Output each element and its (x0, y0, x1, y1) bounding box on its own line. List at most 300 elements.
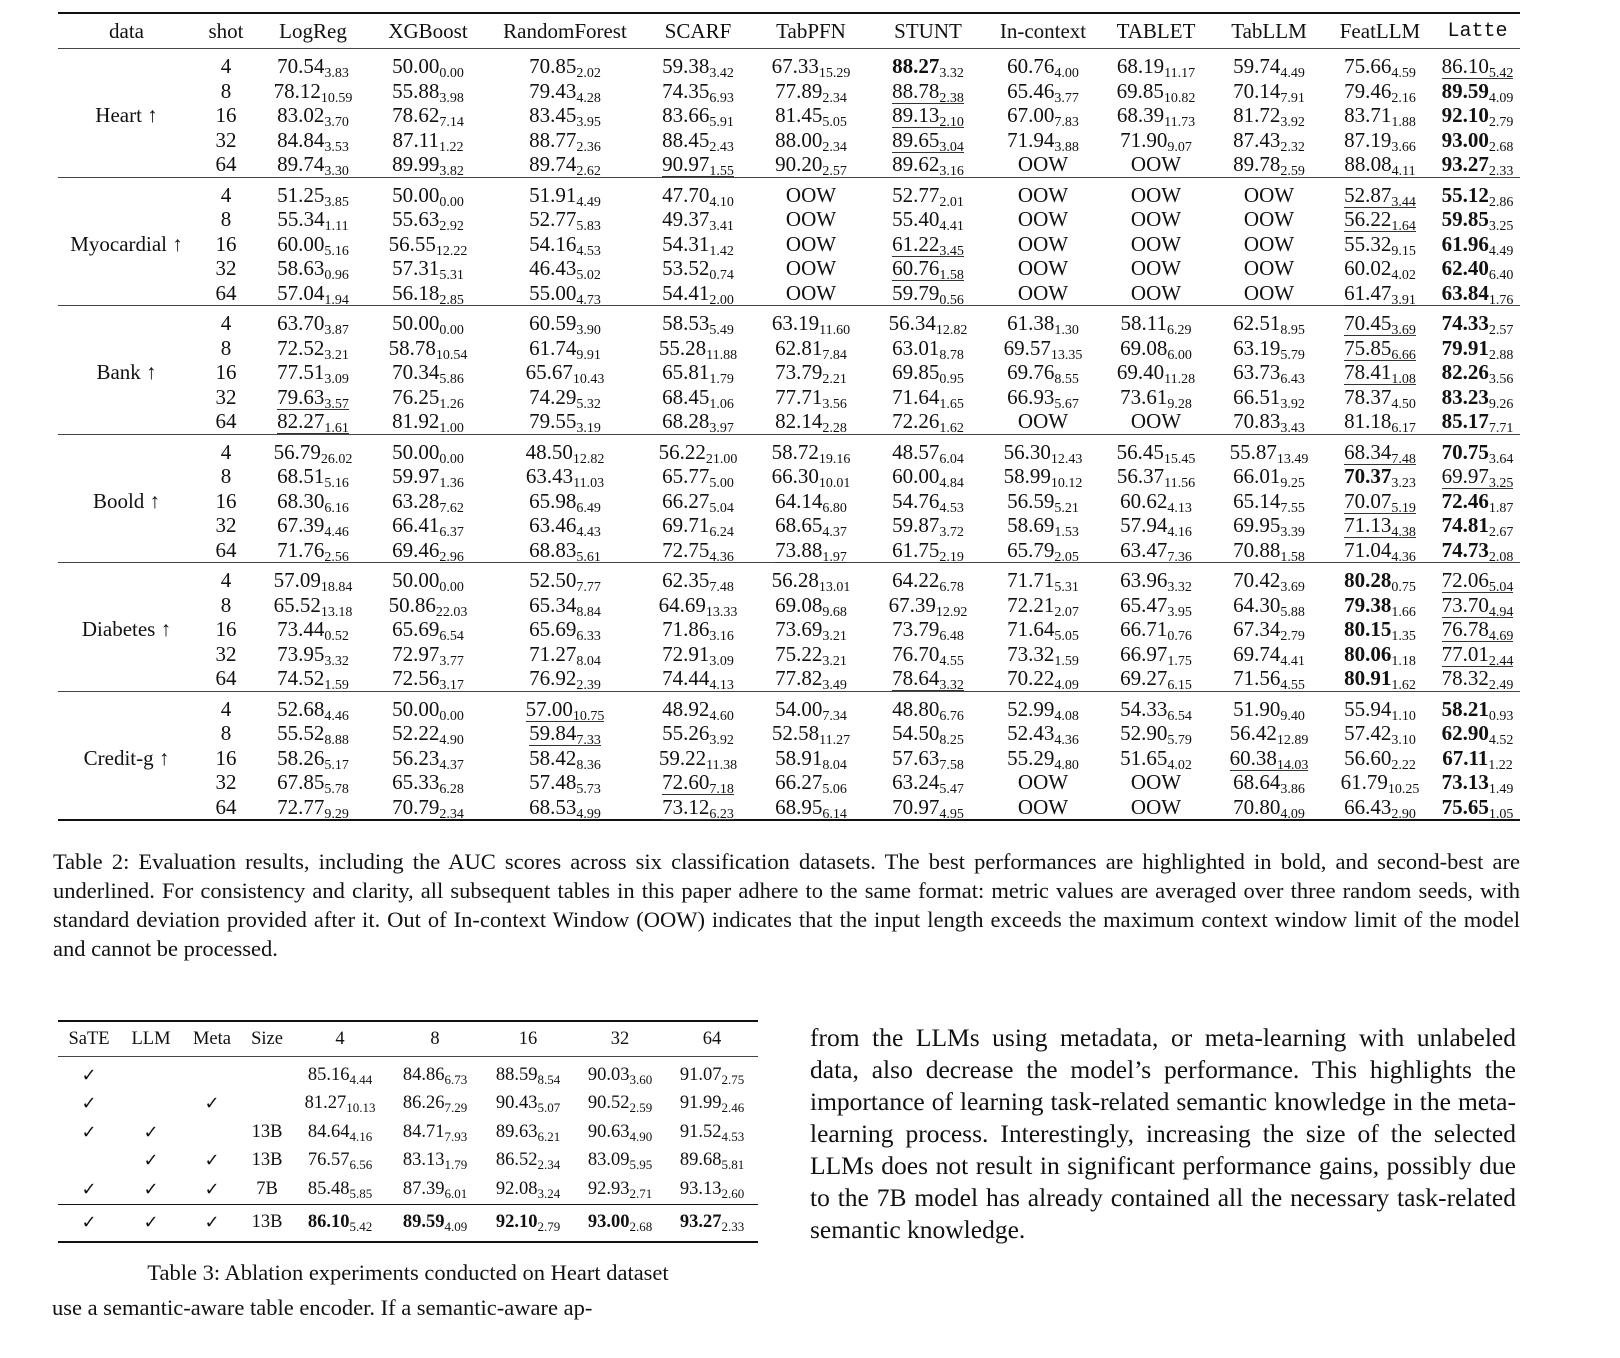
score-mean: 71.64 (892, 384, 940, 409)
column-header-featllm: FeatLLM (1339, 18, 1421, 43)
table-cell (869, 666, 987, 694)
score-mean: 75.85 (1344, 335, 1392, 360)
table-cell (487, 721, 643, 749)
table-row (58, 563, 1520, 593)
table-cell (1325, 538, 1435, 563)
score-mean: 78.12 (273, 78, 321, 103)
score-std: 4.09 (444, 1219, 468, 1234)
score (771, 464, 851, 492)
score-mean: 87.11 (392, 127, 439, 152)
table-cell (1213, 281, 1325, 306)
score (392, 696, 464, 724)
table-cell (753, 409, 869, 437)
table-cell (487, 434, 643, 467)
score-std: 7.36 (1167, 549, 1192, 565)
score-mean: 88.45 (662, 127, 710, 152)
score-mean: 63.84 (1441, 280, 1489, 305)
second-best-score (892, 79, 964, 104)
score-std: 5.05 (822, 115, 847, 131)
second-best-score (1344, 440, 1416, 465)
score (1344, 696, 1416, 724)
score-std: 6.01 (444, 1185, 468, 1201)
score-mean: 59.38 (662, 54, 710, 79)
checkmark-icon: ✓ (143, 1150, 159, 1172)
score-std: 2.88 (1488, 347, 1514, 363)
score-std: 3.43 (1280, 421, 1305, 437)
score-std: 1.59 (1054, 653, 1079, 669)
ablation-cell (666, 1175, 758, 1204)
ablation-cell (482, 1147, 574, 1176)
table-cell (1099, 434, 1213, 467)
score-std: 0.00 (439, 66, 464, 82)
table-cell (1213, 434, 1325, 467)
shot-count: 4 (220, 182, 232, 207)
table-cell (257, 513, 369, 541)
oow-label: OOW (1130, 409, 1182, 434)
table-cell (987, 128, 1099, 153)
score-std: 4.41 (1280, 653, 1305, 669)
table-cell (1435, 721, 1520, 749)
score (1441, 666, 1514, 694)
score-mean: 93.13 (679, 1178, 722, 1199)
score-std: 6.04 (939, 451, 964, 467)
score-mean: 52.77 (529, 207, 577, 232)
ablation-cell (574, 1204, 666, 1242)
score-std: 5.00 (709, 476, 734, 492)
score (1233, 335, 1305, 363)
oow-label: OOW (1017, 770, 1069, 795)
score-mean: 87.19 (1344, 127, 1392, 152)
shot-count: 16 (215, 488, 237, 513)
best-score (1441, 152, 1514, 180)
oow-label: OOW (1243, 256, 1295, 281)
score-std: 3.87 (324, 323, 349, 339)
table-row (58, 593, 1520, 618)
ablation-cell (666, 1204, 758, 1242)
score-std: 5.88 (1280, 604, 1305, 620)
score-std: 3.97 (709, 421, 734, 437)
score-std: 4.55 (939, 653, 964, 669)
score-std: 6.49 (576, 500, 601, 516)
table-row (58, 306, 1520, 336)
score-std: 5.21 (1054, 500, 1079, 516)
score-std: 3.04 (939, 139, 964, 155)
score (529, 182, 601, 210)
score (662, 409, 734, 437)
score-mean: 68.83 (529, 537, 577, 562)
score-mean: 89.65 (892, 127, 940, 152)
table-cell (1435, 666, 1520, 694)
table-cell (257, 691, 369, 724)
score-mean: 57.48 (529, 770, 577, 795)
score-mean: 69.85 (892, 360, 940, 385)
score-mean: 67.33 (771, 54, 819, 79)
score (662, 384, 734, 412)
score-std: 1.61 (324, 421, 349, 437)
checkmark-icon: ✓ (204, 1150, 220, 1172)
best-score (1344, 568, 1416, 596)
score (1233, 592, 1305, 620)
column-header-xgboost: XGBoost (388, 18, 468, 43)
score (1233, 794, 1305, 822)
score (392, 78, 464, 106)
table-row (58, 770, 1520, 795)
table-cell (1325, 770, 1435, 798)
score-std: 5.16 (324, 476, 349, 492)
score-std: 3.69 (1391, 323, 1416, 339)
score-std: 1.10 (1391, 708, 1416, 724)
score-mean: 65.69 (529, 617, 577, 642)
score-std: 5.91 (709, 115, 734, 131)
score-std: 9.07 (1167, 139, 1192, 155)
score-mean: 68.95 (775, 794, 823, 819)
score-std: 3.64 (1488, 451, 1514, 467)
score-mean: 51.91 (529, 182, 577, 207)
table-cell (1099, 593, 1213, 618)
table-cell (753, 360, 869, 388)
ablation-row (58, 1147, 758, 1176)
score-std: 3.16 (709, 629, 734, 645)
ablation-cell (574, 1118, 666, 1147)
ablation-row (58, 1204, 758, 1242)
ablation-cell (574, 1147, 666, 1176)
second-best-score (1344, 360, 1416, 388)
score (277, 311, 349, 339)
score-std: 2.01 (939, 194, 964, 210)
score (1229, 439, 1309, 467)
score-std: 5.85 (349, 1185, 373, 1201)
score-std: 2.59 (1280, 164, 1305, 180)
shot-count: 64 (215, 537, 237, 562)
table-cell (987, 721, 1099, 749)
score-std: 14.03 (1276, 757, 1309, 773)
score-mean: 52.77 (892, 182, 940, 207)
table-cell (643, 360, 753, 388)
score (1233, 78, 1305, 106)
score (277, 256, 349, 284)
score (662, 256, 734, 284)
score-mean: 65.81 (662, 360, 710, 385)
score-mean: 54.76 (892, 488, 940, 513)
score-std: 2.71 (629, 1185, 653, 1201)
score-mean: 70.79 (392, 794, 440, 819)
best-score (1344, 666, 1416, 694)
table-cell (987, 538, 1099, 563)
score-std: 6.66 (1391, 347, 1416, 363)
table-cell (1435, 232, 1520, 257)
checkmark-icon: ✓ (143, 1178, 159, 1200)
shot-count: 8 (220, 721, 232, 746)
score-std: 6.56 (349, 1157, 373, 1173)
score-std: 0.74 (709, 268, 734, 284)
column-header-stunt: STUNT (894, 18, 962, 43)
score (775, 617, 847, 645)
table-cell (869, 721, 987, 749)
table-cell (753, 666, 869, 694)
score (1116, 54, 1196, 82)
score-std: 6.54 (439, 629, 464, 645)
score-std: 2.85 (439, 292, 464, 308)
score-mean: 75.65 (1441, 794, 1489, 819)
score (529, 280, 601, 308)
score-std: 3.92 (709, 733, 734, 749)
shot-count: 4 (220, 311, 232, 336)
second-best-score (1442, 593, 1514, 618)
score-std: 3.42 (709, 66, 734, 82)
score-mean: 70.22 (1007, 666, 1055, 691)
table-cell (487, 617, 643, 645)
table-cell (369, 256, 487, 284)
table-cell (1325, 207, 1435, 235)
score (658, 592, 738, 620)
score (892, 696, 964, 724)
table-cell (1325, 306, 1435, 339)
score-std: 5.07 (537, 1100, 561, 1116)
score-std: 7.55 (1280, 500, 1305, 516)
score-std: 8.78 (939, 347, 964, 363)
score-mean: 72.46 (1441, 488, 1489, 513)
table-cell (1213, 721, 1325, 749)
score-mean: 65.46 (1007, 78, 1055, 103)
table-cell (987, 464, 1099, 492)
score-std: 19.16 (818, 451, 851, 467)
score-std: 3.10 (1391, 733, 1416, 749)
score-mean: 59.84 (529, 721, 577, 746)
score-mean: 63.70 (277, 311, 325, 336)
score (892, 335, 964, 363)
score-std: 1.66 (1391, 604, 1416, 620)
score (273, 568, 353, 596)
score (775, 384, 847, 412)
score-mean: 73.44 (277, 617, 325, 642)
score-mean: 68.53 (529, 794, 577, 819)
score-mean: 55.88 (392, 78, 440, 103)
score (892, 770, 964, 798)
table-cell (257, 336, 369, 361)
score-mean: 89.74 (277, 152, 325, 177)
table-cell (753, 152, 869, 180)
table-cell (643, 49, 753, 82)
ablation-header-llm: LLM (131, 1028, 171, 1049)
score-mean: 51.25 (277, 182, 325, 207)
score-std: 6.73 (444, 1071, 468, 1087)
score-mean: 76.70 (892, 641, 940, 666)
table-row (58, 281, 1520, 306)
empty-cell (182, 1118, 242, 1147)
table-cell (1099, 49, 1213, 82)
score-mean: 55.00 (529, 280, 577, 305)
ablation-cell (574, 1057, 666, 1090)
score-std: 3.44 (1391, 194, 1416, 210)
score (892, 721, 964, 749)
table-cell (869, 464, 987, 492)
score-mean: 61.74 (529, 335, 577, 360)
score-std: 1.35 (1391, 629, 1416, 645)
best-score (1441, 770, 1514, 798)
table-cell (257, 538, 369, 563)
score-mean: 66.41 (392, 513, 440, 538)
score-std: 3.98 (439, 90, 464, 106)
shot-count: 32 (215, 256, 237, 281)
score-std: 5.83 (576, 219, 601, 235)
table-cell (869, 103, 987, 131)
score-mean: 58.72 (771, 439, 819, 464)
table-2-caption: Table 2: Evaluation results, including the AUC scores across six classification datasets. The best performances are highlighted in bold, and second-best are underlined. For consistency and clarity, all subsequent tables in this paper adhere to the same format: metric values are averaged over three random seeds, with standard deviation provided after it. Out of In-context Window (OOW) indicates that the input length exceeds the maximum context window limit of the model and cannot be processed. (53, 849, 1520, 961)
score-mean: 63.46 (529, 513, 577, 538)
score (658, 439, 738, 467)
column-header-in-context: In-context (999, 18, 1087, 43)
table-cell (1435, 336, 1520, 361)
score-std: 9.91 (576, 347, 601, 363)
score-std: 6.17 (1391, 421, 1416, 437)
score (277, 152, 349, 180)
score-std: 4.41 (939, 219, 964, 235)
score-mean: 58.21 (1441, 696, 1489, 721)
score-std: 3.95 (576, 115, 601, 131)
second-best-score (1441, 464, 1514, 492)
table-cell (753, 336, 869, 361)
score-mean: 84.64 (307, 1121, 350, 1142)
score-std: 2.34 (537, 1157, 561, 1173)
table-cell (1213, 593, 1325, 618)
score-std: 6.00 (1167, 347, 1192, 363)
score-std: 1.49 (1488, 782, 1514, 798)
score-std: 6.14 (822, 806, 847, 822)
score-mean: 63.24 (892, 770, 940, 795)
score (1120, 513, 1192, 541)
table-cell (753, 434, 869, 467)
best-score (1442, 745, 1513, 773)
score-std: 1.08 (1391, 372, 1416, 388)
dataset-group-myocardial (58, 177, 1520, 306)
score-mean: 84.84 (277, 127, 325, 152)
score-mean: 88.77 (529, 127, 577, 152)
score-std: 2.38 (939, 90, 964, 106)
score-std: 0.96 (324, 268, 349, 284)
table-cell (257, 385, 369, 410)
table-cell (753, 232, 869, 257)
score-mean: 48.57 (892, 439, 940, 464)
score-std: 4.59 (1391, 66, 1416, 82)
table-row (58, 152, 1520, 177)
table-cell (1325, 281, 1435, 306)
score-mean: 74.29 (529, 384, 577, 409)
oow-label: OOW (1243, 182, 1295, 207)
shot-count: 64 (215, 666, 237, 691)
score-mean: 83.23 (1441, 384, 1489, 409)
table-header-row (58, 13, 1520, 49)
score (392, 666, 464, 694)
score-std: 1.00 (439, 421, 464, 437)
score-mean: 58.26 (277, 745, 325, 770)
score (771, 721, 851, 749)
score-std: 1.62 (1391, 678, 1416, 694)
score-std: 3.25 (1488, 476, 1514, 492)
score-mean: 74.73 (1441, 537, 1489, 562)
shot-count: 32 (215, 513, 237, 538)
score (403, 1122, 467, 1142)
score (277, 127, 349, 155)
score-std: 11.60 (819, 323, 851, 339)
score-mean: 61.47 (1344, 280, 1392, 305)
score (529, 617, 601, 645)
score-std: 3.25 (1488, 219, 1514, 235)
score-std: 11.38 (706, 757, 738, 773)
score (1007, 78, 1079, 106)
table-cell (487, 281, 643, 306)
table-cell (1435, 746, 1520, 771)
score (892, 409, 964, 437)
score (388, 592, 468, 620)
table-cell (1099, 385, 1213, 410)
score-std: 10.25 (1387, 782, 1420, 798)
score-mean: 50.00 (392, 568, 440, 593)
table-cell (1325, 409, 1435, 437)
score-mean: 80.06 (1344, 641, 1392, 666)
dataset-group-heart (58, 49, 1520, 178)
score-mean: 69.46 (392, 537, 440, 562)
score-std: 3.17 (439, 678, 464, 694)
column-header-logreg: LogReg (279, 18, 347, 43)
score-mean: 63.96 (1120, 568, 1168, 593)
score-std: 9.40 (1280, 708, 1305, 724)
score-std: 4.13 (1167, 500, 1192, 516)
score (1116, 103, 1196, 131)
score (403, 1065, 467, 1085)
table-cell (1099, 177, 1213, 207)
dataset-group-boold (58, 434, 1520, 563)
score-std: 6.21 (537, 1128, 561, 1144)
table-cell (1213, 103, 1325, 131)
second-best-score (1344, 489, 1416, 514)
score-std: 4.99 (576, 806, 601, 822)
table-cell (369, 79, 487, 104)
score-mean: 73.61 (1120, 384, 1168, 409)
score-std: 7.48 (709, 580, 734, 596)
table-3-caption: Table 3: Ablation experiments conducted on Heart dataset (147, 1260, 669, 1285)
table-cell (987, 795, 1099, 821)
table-cell (257, 795, 369, 821)
table-cell (987, 49, 1099, 82)
score-mean: 63.43 (525, 464, 574, 489)
empty-cell (182, 1057, 242, 1090)
score-mean: 65.98 (529, 488, 577, 513)
score-std: 10.75 (572, 708, 605, 724)
score-mean: 70.85 (529, 54, 577, 79)
table-cell (753, 795, 869, 821)
score-std: 9.25 (1280, 476, 1305, 492)
score-mean: 55.28 (658, 335, 707, 360)
score (658, 335, 738, 363)
score (277, 207, 349, 235)
second-best-score (662, 795, 734, 820)
score-std: 3.56 (1488, 372, 1514, 388)
score (392, 152, 464, 180)
score-std: 7.29 (444, 1100, 468, 1116)
score-mean: 72.52 (277, 335, 325, 360)
score-mean: 71.13 (1344, 513, 1392, 538)
score-mean: 47.70 (662, 182, 710, 207)
score-std: 3.32 (1167, 580, 1192, 596)
dataset-label: Boold ↑ (92, 488, 161, 513)
score-mean: 61.38 (1007, 311, 1055, 336)
table-cell (987, 79, 1099, 104)
table-cell (1099, 642, 1213, 667)
column-header-tabllm: TabLLM (1231, 18, 1307, 43)
score-mean: 59.87 (892, 513, 940, 538)
table-row (58, 409, 1520, 434)
score (587, 1093, 653, 1116)
